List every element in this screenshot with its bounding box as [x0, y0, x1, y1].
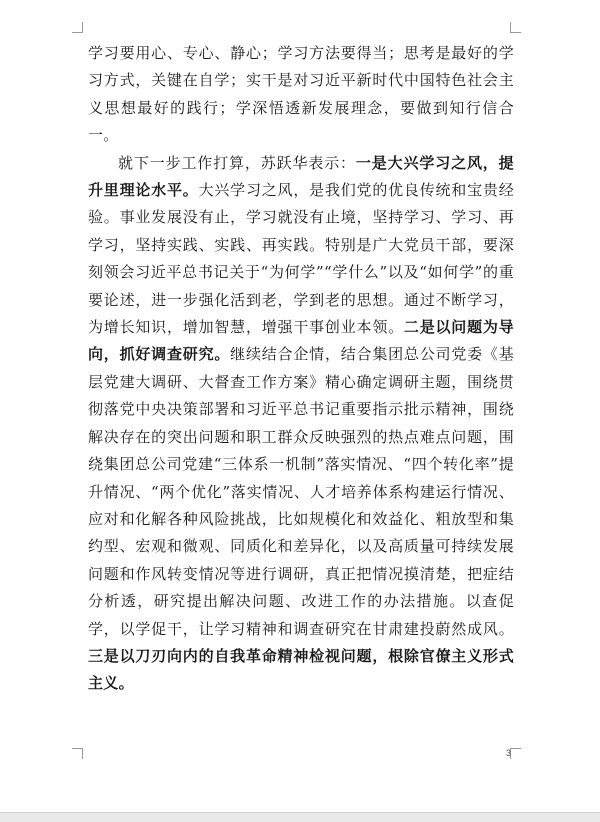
point-heading: 三是以刀刃向内的自我革命精神检视问题，根除官僚主义形式主义。 [88, 646, 514, 693]
point-heading: 一是大兴学习之风，提升里理论水平。 [88, 153, 514, 200]
paragraph-intro: 就下一步工作打算，苏跃华表示： [118, 153, 356, 172]
point-body: 大兴学习之风，是我们党的优良传统和宝贵经验。事业发展没有止，学习就没有止境，坚持学习、学习、再学习，坚持实践、实践、再实践。特别是广大党员干部，要深刻领会习近平总书记关于“为何学”“学什么”以及“如何学”的重要论述，进一步强化活到老，学到老的思想。通过不断学习，为增长知识，增加智慧，增强干事创业本领。 [88, 181, 514, 337]
margin-corner-mark [510, 22, 521, 33]
paragraph: 学习要用心、专心、静心；学习方法要得当；思考是最好的学习方式，关键在自学；实干是对习近平新时代中国特色社会主义思想最好的践行；学深悟透新发展理念，要做到知行信合一。 [88, 44, 514, 145]
body-text[interactable] [88, 40, 514, 698]
margin-corner-mark [510, 748, 521, 759]
page-number: 3 [506, 748, 512, 758]
point-heading: 二是以问题为导向，抓好调查研究。 [88, 318, 514, 364]
paragraph [88, 150, 514, 698]
margin-corner-mark [72, 748, 83, 759]
point-body: 继续结合企情，结合集团总公司党委《基层党建大调研、大督查工作方案》精心确定调研主题，围绕贯彻落党中央决策部署和习近平总书记重要指示批示精神，围绕解决存在的突出问题和职工群众反映强烈的热点难点问题，围绕集团总公司党建“三体系一机制”落实情况、“四个转化率”提升情况、“两个优化”落实情况、人才培养体系构建运行情况、应对和化解各种风险挑战，比如规模化和效益化、粗放型和集约型、宏观和微观、同质化和差异化，以及高质量可持续发展问题和作风转变情况等进行调研，真正把情况摸清楚，把症结分析透，研究提出解决问题、改进工作的办法措施。以查促学，以学促干，让学习精神和调查研究在甘肃建投蔚然成风。 [88, 345, 515, 638]
margin-corner-mark [72, 22, 83, 33]
